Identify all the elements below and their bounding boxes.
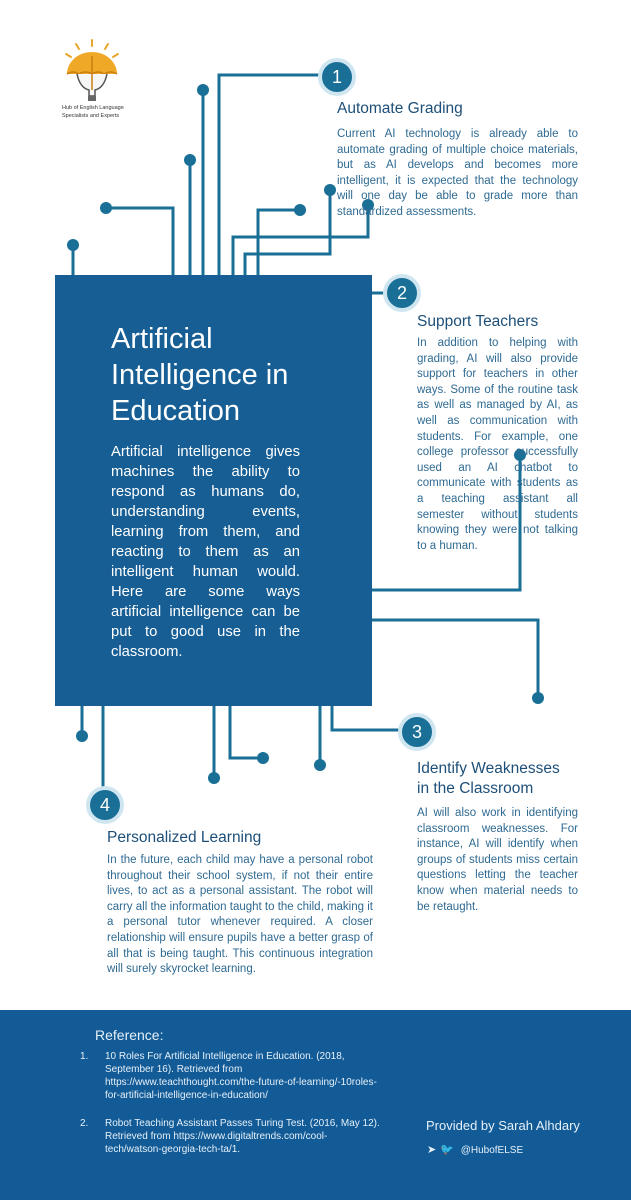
main-intro-text: Artificial intelligence gives machines the ability to respond as humans do, understanding events, learning from them, and reacting to them as an intelligent human would. Here are some ways artificial intelligence can be put to good use in the classroom. (111, 444, 300, 660)
section-2-number: 2 (383, 274, 421, 312)
section-1-number: 1 (318, 58, 356, 96)
main-intro-box (55, 275, 372, 706)
section-4-title: Personalized Learning (107, 829, 262, 846)
logo-line-2: Specialists and Experts (62, 113, 120, 119)
section-4-text: In the future, each child may have a personal robot throughout their school system, if not their entire lives, to act as a personal assistant. The robot will carry all the information taught to the child, making it a personal tutor whenever required. A closer relationship will ensure pupils have a better grasp of all that is being taught. This continuous integration will surely skyrocket learning. (107, 854, 373, 976)
section-3-title-line-1: Identify Weaknesses (417, 760, 560, 777)
twitter-icon[interactable]: 🐦 (440, 1144, 454, 1156)
section-2-text: In addition to helping with grading, AI will also provide support for teachers in other ways. Some of the routine task as well as managed by AI, as well as communication with students. For example, one college professor successfully used an AI chatbot to communicate with students as a teaching assistant all semester without students knowing they were not talking to a human. (417, 337, 578, 552)
section-3-title (417, 759, 560, 799)
provided-by: Provided by Sarah Alhdary (426, 1118, 580, 1133)
reference-text[interactable]: 10 Roles For Artificial Intelligence in Education. (2018, September 16). Retrieved from https://www.teachthought.com/the-future-of-learning/-10roles-for-artificial-intelligence-in-education/ (105, 1051, 377, 1101)
section-1-title: Automate Grading (337, 100, 463, 117)
social-handle-row (427, 1143, 523, 1156)
section-3-number: 3 (398, 713, 436, 751)
section-3-title-line-2: in the Classroom (417, 780, 534, 797)
main-title: Artificial Intelligence in Education (111, 323, 289, 427)
section-3-text: AI will also work in identifying classroom weaknesses. For instance, AI will identify when groups of students miss certain questions letting the teacher know when material needs to be retaught. (417, 807, 578, 913)
section-4-number: 4 (86, 786, 124, 824)
logo-line-1: Hub of English Language (62, 105, 124, 111)
reference-title: Reference: (95, 1027, 164, 1043)
reference-item (80, 1117, 380, 1156)
reference-text[interactable]: Robot Teaching Assistant Passes Turing Test. (2016, May 12). Retrieved from https://www.digitaltrends.com/cool-tech/watson-georgia-tech-ta/1. (105, 1118, 380, 1155)
reference-number: 2. (80, 1118, 89, 1129)
reference-number: 1. (80, 1051, 89, 1062)
section-2-title: Support Teachers (417, 313, 539, 330)
social-handle[interactable]: @HubofELSE (460, 1145, 524, 1156)
reference-item (80, 1050, 380, 1102)
footer (0, 1010, 631, 1200)
section-1-text: Current AI technology is already able to automate grading of multiple choice materials, but as AI develops and becomes more intelligent, it is expected that the technology will one day be able to grade more than standardized assessments. (337, 128, 578, 218)
telegram-icon[interactable]: ➤ (427, 1144, 437, 1156)
